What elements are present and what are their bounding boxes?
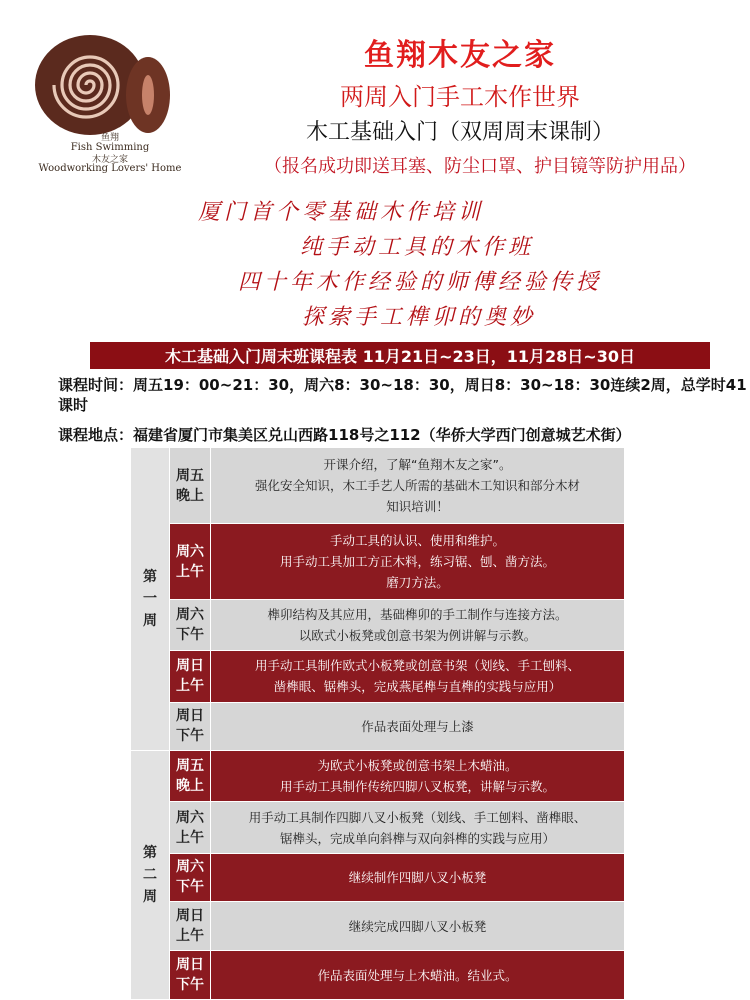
session-time <box>170 651 211 702</box>
session-description-line: 强化安全知识，木工手艺人所需的基础木工知识和部分木材 <box>254 478 580 494</box>
session-description-line: 用手动工具制作四脚八叉小板凳（划线、手工刨料、凿榫眼、 <box>248 809 587 825</box>
week-label-char: 二 <box>143 867 157 884</box>
course-time: 课程时间：周五19：00~21：30，周六8：30~18：30，周日8：30~18：30连续2周，总学时41课时 <box>58 376 747 414</box>
session-description <box>211 448 625 524</box>
session-time-line: 晚上 <box>176 487 204 504</box>
slogan-2: 纯手动工具的木作班 <box>300 235 535 260</box>
session-time-line: 周五 <box>176 758 204 775</box>
subtitle-main: 两周入门手工木作世界 <box>340 83 580 111</box>
week-label <box>131 751 170 1000</box>
slogan-1: 厦门首个零基础木作培训 <box>198 200 485 225</box>
schedule-banner: 木工基础入门周末班课程表 11月21日~23日，11月28日~30日 <box>90 342 710 369</box>
session-time-line: 周六 <box>176 607 204 624</box>
session-time-line: 周日 <box>176 957 204 974</box>
schedule-row <box>131 448 625 524</box>
week-label-char: 第 <box>143 569 157 586</box>
session-time-line: 周日 <box>176 708 204 725</box>
session-time-line: 上午 <box>176 928 204 945</box>
session-description-line: 榫卯结构及其应用，基础榫卯的手工制作与连接方法。 <box>267 607 568 623</box>
session-time-line: 上午 <box>176 829 204 846</box>
session-description-line: 作品表面处理与上漆 <box>361 718 474 734</box>
session-description <box>211 802 625 853</box>
session-time-line: 下午 <box>176 879 204 896</box>
session-time <box>170 802 211 853</box>
logo-cn-small: 鱼翔 <box>100 133 119 143</box>
session-time-line: 周六 <box>176 543 204 560</box>
schedule-row <box>131 902 625 951</box>
session-time <box>170 902 211 951</box>
schedule-row <box>131 524 625 600</box>
schedule-row <box>131 951 625 1000</box>
session-time-line: 周日 <box>176 908 204 925</box>
table-left-edge <box>120 447 130 1000</box>
session-description-line: 继续完成四脚八叉小板凳 <box>348 918 487 934</box>
session-time <box>170 751 211 802</box>
logo-cn-name: 木友之家 <box>91 155 128 165</box>
session-description <box>211 651 625 702</box>
session-time <box>170 524 211 600</box>
brand-title: 鱼翔木友之家 <box>364 38 556 73</box>
session-description-line: 作品表面处理与上木蜡油。结业式。 <box>317 967 518 983</box>
week-label-char: 周 <box>143 889 157 906</box>
session-description <box>211 702 625 751</box>
logo-en-name: Fish Swimming <box>70 142 150 153</box>
session-description <box>211 951 625 1000</box>
week-label-char: 一 <box>143 591 157 608</box>
session-time-line: 上午 <box>176 563 204 580</box>
session-description-line: 用手动工具加工方正木料，练习锯、刨、凿方法。 <box>279 554 555 570</box>
session-description <box>211 751 625 802</box>
session-description-line: 继续制作四脚八叉小板凳 <box>348 869 487 885</box>
slogan-4: 探索手工榫卯的奥妙 <box>302 305 537 330</box>
slogan-3: 四十年木作经验的师傅经验传授 <box>238 270 603 295</box>
gift-note: （报名成功即送耳塞、防尘口罩、护目镜等防护用品） <box>264 156 696 177</box>
session-description-line: 用手动工具制作欧式小板凳或创意书架（划线、手工刨料、 <box>254 658 580 674</box>
session-time-line: 晚上 <box>176 778 204 795</box>
session-description <box>211 600 625 651</box>
session-time-line: 下午 <box>176 977 204 994</box>
course-location: 课程地点：福建省厦门市集美区兑山西路118号之112（华侨大学西门创意城艺术街） <box>58 426 631 444</box>
session-time-line: 下午 <box>176 728 204 745</box>
session-description-line: 为欧式小板凳或创意书架上木蜡油。 <box>317 758 518 774</box>
session-description-line: 凿榫眼、锯榫头，完成燕尾榫与直榫的实践与应用） <box>273 679 562 695</box>
session-time <box>170 702 211 751</box>
schedule-row <box>131 751 625 802</box>
schedule-row <box>131 600 625 651</box>
logo-en-tagline: Woodworking Lovers' Home <box>38 163 182 174</box>
session-description-line: 以欧式小板凳或创意书架为例讲解与示教。 <box>298 628 537 644</box>
schedule-row <box>131 702 625 751</box>
session-time <box>170 853 211 902</box>
session-time-line: 周六 <box>176 859 204 876</box>
session-description-line: 开课介绍，了解“鱼翔木友之家”。 <box>323 457 512 473</box>
week-label <box>131 448 170 751</box>
session-description-line: 知识培训！ <box>386 499 449 515</box>
session-time-line: 上午 <box>176 678 204 695</box>
session-description <box>211 902 625 951</box>
schedule-row <box>131 651 625 702</box>
session-time <box>170 448 211 524</box>
session-time-line: 周六 <box>176 809 204 826</box>
subtitle-course: 木工基础入门（双周周末课制） <box>305 120 614 145</box>
session-description-line: 磨刀方法。 <box>386 575 449 591</box>
session-description-line: 用手动工具制作传统四脚八叉板凳，讲解与示教。 <box>279 779 555 795</box>
session-time-line: 周日 <box>176 658 204 675</box>
schedule-row <box>131 802 625 853</box>
session-description <box>211 853 625 902</box>
session-description-line: 锯榫头，完成单向斜榫与双向斜榫的实践与应用） <box>279 830 555 846</box>
session-time-line: 周五 <box>176 467 204 484</box>
session-description-line: 手动工具的认识、使用和维护。 <box>329 533 505 549</box>
session-time <box>170 951 211 1000</box>
week-label-char: 第 <box>143 845 157 862</box>
session-time <box>170 600 211 651</box>
session-time-line: 下午 <box>176 627 204 644</box>
week-label-char: 周 <box>143 613 157 630</box>
schedule-row <box>131 853 625 902</box>
session-description <box>211 524 625 600</box>
schedule-table <box>130 447 625 1000</box>
